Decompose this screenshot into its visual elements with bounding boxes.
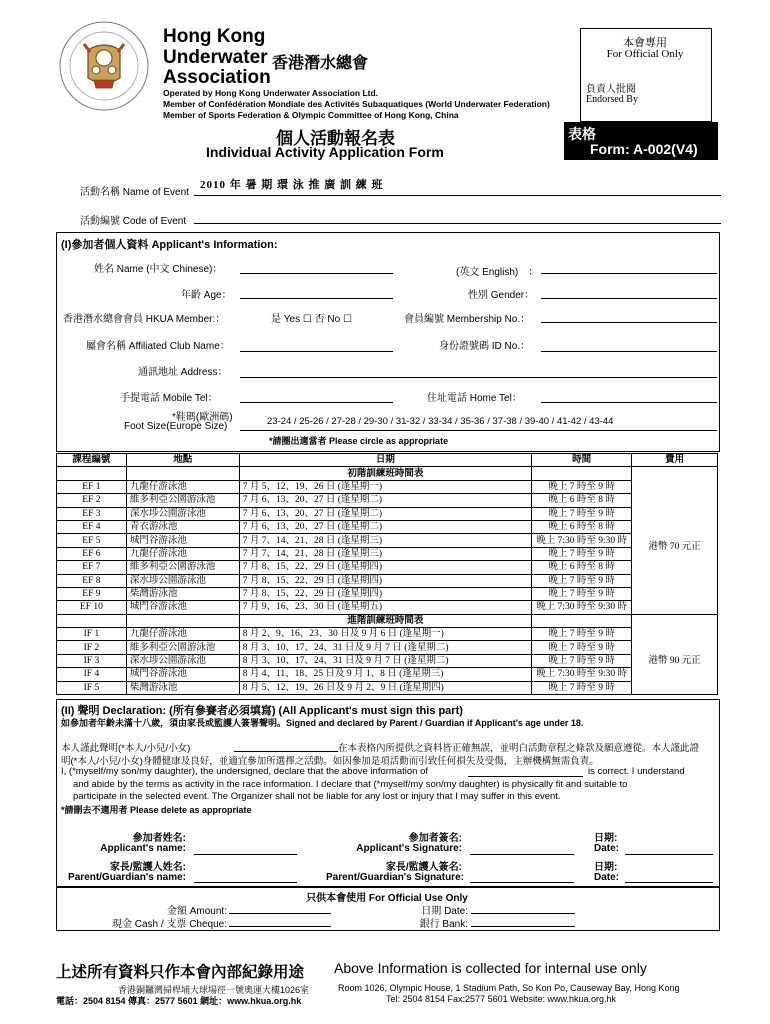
course-code: EF 5 — [57, 534, 127, 547]
time: 晚上 6 時至 8 時 — [532, 520, 632, 533]
venue: 柴灣游泳池 — [126, 681, 239, 694]
decl-en-3: participate in the selected event. The Organizer shall not be liable for any lost or injury that I may suffer in this event. — [73, 791, 561, 802]
endorsed-by-en: Endorsed By — [586, 94, 638, 105]
date: 7 月 8、15、22、29 日 (逢星期四) — [239, 561, 531, 574]
time: 晚上 7 時至 9 時 — [532, 547, 632, 560]
org-name-line2: Underwater — [163, 47, 268, 68]
basic-schedule-title-row — [57, 467, 718, 480]
venue: 城門谷游泳池 — [126, 601, 239, 614]
venue: 城門谷游泳池 — [126, 668, 239, 681]
course-code: EF 6 — [57, 547, 127, 560]
fee: 港幣 90 元正 — [632, 628, 718, 695]
name-cn-field[interactable] — [240, 273, 393, 274]
venue: 城門谷游泳池 — [126, 534, 239, 547]
age-field[interactable] — [240, 298, 393, 299]
venue: 維多利亞公園游泳池 — [126, 494, 239, 507]
foot-size-line — [240, 430, 717, 431]
course-code: EF 3 — [57, 507, 127, 520]
fee: 港幣 70 元正 — [632, 480, 718, 614]
course-code: IF 5 — [57, 681, 127, 694]
date: 7 月 6、13、20、27 日 (逢星期二) — [239, 520, 531, 533]
date: 7 月 5、12、19、26 日 (逢星期一) — [239, 480, 531, 493]
applicant-date-en: Date: — [594, 843, 620, 854]
basic-schedule-title: 初階訓練班時間表 — [239, 467, 531, 480]
membership-no-field[interactable] — [541, 322, 717, 323]
footer-contact-zh: 電話：2504 8154 傳真：2577 5601 網址：www.hkua.org.hk — [56, 996, 302, 1006]
time: 晚上 6 時至 8 時 — [532, 494, 632, 507]
date: 7 月 6、13、20、27 日 (逢星期二) — [239, 494, 531, 507]
official-only-title-zh: 本會專用 — [623, 37, 667, 49]
official-only-title-en: For Official Only — [606, 48, 684, 60]
name-en-field[interactable] — [541, 273, 717, 274]
footer-notice-zh: 上述所有資料只作本會內部紀錄用途 — [56, 964, 305, 981]
org-name-line1: Hong Kong — [163, 26, 266, 47]
venue: 九龍仔游泳池 — [126, 628, 239, 641]
foot-size-label-zh: *鞋碼(歐洲碼) — [172, 412, 233, 423]
course-code: IF 4 — [57, 668, 127, 681]
course-code: IF 1 — [57, 628, 127, 641]
foot-size-options[interactable]: 23-24 / 25-26 / 27-28 / 29-30 / 31-32 / 33-34 / 35-36 / 37-38 / 39-40 / 41-42 / 43-44 — [267, 416, 614, 427]
course-code: IF 2 — [57, 641, 127, 654]
schedule-row — [57, 534, 718, 547]
circle-note: *請圈出適當者 Please circle as appropriate — [269, 436, 449, 446]
decl-zh-1: 本人謹此聲明(*本人/小兒/小女) — [61, 743, 191, 754]
time: 晚上 7:30 時至 9:30 時 — [532, 601, 632, 614]
advanced-schedule-title-row — [57, 614, 718, 627]
venue: 維多利亞公園游泳池 — [126, 561, 239, 574]
applicant-date-field[interactable] — [625, 854, 713, 855]
applicant-name-zh: 參加者姓名: — [132, 833, 186, 844]
guardian-date-field[interactable] — [625, 882, 713, 883]
time: 晚上 7:30 時至 9:30 時 — [532, 534, 632, 547]
date: 7 月 8、15、22、29 日 (逢星期四) — [239, 574, 531, 587]
guardian-name-zh: 家長/監護人姓名: — [109, 862, 186, 873]
decl-en-2: and abide by the terms as activity in the race information. I declare that (*myself/my son/my daughter) is physically fit and suitable to — [73, 779, 628, 790]
declaration-heading: (II) 聲明 Declaration: (所有參賽者必須填寫) (All Applicant's must sign this part) — [61, 705, 463, 717]
applicant-date-zh: 日期: — [594, 833, 618, 844]
course-code: EF 1 — [57, 480, 127, 493]
schedule-row — [57, 601, 718, 614]
venue: 九龍仔游泳池 — [126, 480, 239, 493]
address-field[interactable] — [240, 377, 717, 378]
date: 8 月 2、9、16、23、30 日及 9 月 6 日 (逢星期一) — [239, 628, 531, 641]
endorsed-by-zh: 負責人批閱 — [586, 84, 636, 95]
course-code: EF 4 — [57, 520, 127, 533]
venue: 青衣游泳池 — [126, 520, 239, 533]
form-title-en: Individual Activity Application Form — [206, 144, 444, 160]
decl-en-1b: is correct. I understand — [588, 766, 685, 777]
official-use-title: 只供本會使用 For Official Use Only — [306, 893, 468, 904]
venue: 九龍仔游泳池 — [126, 547, 239, 560]
hkua-logo — [54, 14, 154, 114]
applicant-name-en: Applicant's name: — [100, 843, 186, 854]
footer-address-en: Room 1026, Olympic House, 1 Stadium Path, So Kon Po, Causeway Bay, Hong Kong — [338, 983, 680, 993]
mobile-label: 手提電話 Mobile Tel： — [120, 393, 218, 404]
schedule-row — [57, 520, 718, 533]
event-name-label: 活動名稱 Name of Event — [80, 187, 189, 198]
form-code-en: Form: A-002(V4) — [590, 141, 698, 157]
guardian-name-field[interactable] — [194, 882, 297, 883]
col-venue-header: 地點 — [126, 454, 239, 467]
schedule-row — [57, 654, 718, 667]
id-no-field[interactable] — [541, 351, 717, 352]
col-code-header: 課程編號 — [57, 454, 127, 467]
amount-label: 金額 Amount: — [166, 906, 227, 917]
course-code: EF 7 — [57, 561, 127, 574]
guardian-date-zh: 日期: — [594, 862, 618, 873]
schedule-row — [57, 641, 718, 654]
date: 8 月 5、12、19、26 日及 9 月 2、9 日 (逢星期四) — [239, 681, 531, 694]
event-name-line[interactable] — [194, 195, 721, 196]
membership-no-label: 會員編號 Membership No.： — [404, 314, 531, 325]
decl-en-1: I, (*myself/my son/my daughter), the undersigned, declare that the above information of — [61, 766, 428, 777]
applicant-sig-field[interactable] — [470, 854, 574, 855]
footer-address-zh: 香港銅鑼灣掃桿埔大球場徑一號奧運大樓1026室 — [118, 985, 310, 995]
time: 晚上 7 時至 9 時 — [532, 507, 632, 520]
applicant-sig-en: Applicant's Signature: — [356, 843, 462, 854]
schedule-header-row — [57, 454, 718, 467]
course-code: EF 10 — [57, 601, 127, 614]
foot-size-label-en: Foot Size(Europe Size) — [124, 421, 228, 432]
date: 7 月 8、15、22、29 日 (逢星期四) — [239, 587, 531, 600]
delete-note: *請刪去不適用者 Please delete as appropriate — [61, 805, 252, 815]
advanced-schedule-title: 進階訓練班時間表 — [239, 614, 531, 627]
col-date-header: 日期 — [239, 454, 531, 467]
venue: 維多利亞公園游泳池 — [126, 641, 239, 654]
date: 7 月 6、13、20、27 日 (逢星期二) — [239, 507, 531, 520]
time: 晚上 7 時至 9 時 — [532, 587, 632, 600]
date: 7 月 7、14、21、28 日 (逢星期三) — [239, 534, 531, 547]
schedule-table — [56, 453, 718, 695]
schedule-row — [57, 681, 718, 694]
age-label: 年齡 Age： — [181, 290, 232, 301]
decl-en-name-field[interactable] — [468, 776, 583, 777]
guardian-sig-en: Parent/Guardian's Signature: — [326, 872, 464, 883]
id-no-label: 身份證號碼 ID No.： — [439, 341, 531, 352]
hkua-logo-icon — [54, 14, 154, 114]
org-member-cmas: Member of Confédération Mondiale des Activités Subaquatiques (World Underwater Federation) — [163, 99, 550, 109]
applicant-heading: (I)參加者個人資料 Applicant's Information: — [61, 239, 278, 251]
event-name-value: 2010 年 暑 期 環 泳 推 廣 訓 練 班 — [200, 179, 384, 191]
amount-field[interactable] — [229, 913, 331, 914]
form-title-zh: 個人活動報名表 — [276, 129, 395, 148]
time: 晚上 7:30 時至 9:30 時 — [532, 668, 632, 681]
schedule-row — [57, 587, 718, 600]
footer-notice-en: Above Information is collected for internal use only — [334, 960, 647, 976]
venue: 深水埗公園游泳池 — [126, 654, 239, 667]
footer-contact-en: Tel: 2504 8154 Fax:2577 5601 Website: www.hkua.org.hk — [386, 994, 616, 1004]
schedule-row — [57, 668, 718, 681]
official-date-field[interactable] — [471, 913, 575, 914]
schedule-row — [57, 561, 718, 574]
hkua-member-label: 香港潛水總會會員 HKUA Member:： — [63, 314, 226, 325]
home-tel-label: 住址電話 Home Tel： — [427, 393, 522, 404]
schedule-row — [57, 494, 718, 507]
time: 晚上 7 時至 9 時 — [532, 654, 632, 667]
decl-zh-2: 在本表格內所提供之資料皆正確無誤，並明白活動章程之條款及願意遵從。本人謹此證 — [338, 743, 700, 754]
venue: 深水埗公園游泳池 — [126, 574, 239, 587]
venue: 深水埗公園游泳池 — [126, 507, 239, 520]
club-field[interactable] — [240, 351, 393, 352]
home-tel-field[interactable] — [541, 402, 717, 403]
cash-cheque-field[interactable] — [229, 926, 331, 927]
event-code-line[interactable] — [194, 223, 721, 224]
official-date-label: 日期 Date: — [421, 906, 468, 917]
course-code: EF 2 — [57, 494, 127, 507]
cash-cheque-label: 現金 Cash / 支票 Cheque: — [111, 919, 227, 930]
member-yes-no[interactable]: 是 Yes ☐ 否 No ☐ — [271, 314, 352, 325]
venue: 柴灣游泳池 — [126, 587, 239, 600]
schedule-row — [57, 480, 718, 493]
time: 晚上 7 時至 9 時 — [532, 681, 632, 694]
col-time-header: 時間 — [532, 454, 632, 467]
date: 7 月 7、14、21、28 日 (逢星期三) — [239, 547, 531, 560]
form-code-zh: 表格 — [568, 126, 596, 142]
org-operated-by: Operated by Hong Kong Underwater Association Ltd. — [163, 88, 379, 98]
applicant-sig-zh: 參加者簽名: — [408, 833, 462, 844]
club-label: 屬會名稱 Affiliated Club Name： — [86, 341, 230, 352]
course-code: EF 9 — [57, 587, 127, 600]
time: 晚上 6 時至 8 時 — [532, 561, 632, 574]
gender-field[interactable] — [541, 298, 717, 299]
time: 晚上 7 時至 9 時 — [532, 480, 632, 493]
schedule-row — [57, 628, 718, 641]
date: 8 月 3、10、17、24、31 日及 9 月 7 日 (逢星期二) — [239, 654, 531, 667]
date: 7 月 9、16、23、30 日 (逢星期五) — [239, 601, 531, 614]
guardian-sig-field[interactable] — [470, 882, 574, 883]
schedule-row — [57, 547, 718, 560]
name-en-label: (英文 English) ： — [456, 267, 539, 278]
date: 8 月 3、10、17、24、31 日及 9 月 7 日 (逢星期二) — [239, 641, 531, 654]
schedule-row — [57, 507, 718, 520]
time: 晚上 7 時至 9 時 — [532, 628, 632, 641]
mobile-field[interactable] — [240, 402, 393, 403]
address-label: 通訊地址 Address： — [138, 367, 228, 378]
guardian-name-en: Parent/Guardian's name: — [68, 872, 186, 883]
decl-zh-3: 明(*本人/小兒/小女)身體健康及良好，並適宜參加所選擇之活動。如因參加是項活動而引致任何損失及受傷，主辦機構無需負責。 — [61, 756, 599, 767]
gender-label: 性別 Gender： — [468, 290, 535, 301]
time: 晚上 7 時至 9 時 — [532, 574, 632, 587]
org-name-zh: 香港潛水總會 — [272, 55, 369, 72]
bank-field[interactable] — [471, 926, 575, 927]
col-fee-header: 費用 — [632, 454, 718, 467]
guardian-note: 如參加者年齡未滿十八歲，須由家長或監護人簽署聲明。Signed and declared by Parent / Guardian if Applicant's age under 18. — [61, 718, 584, 728]
event-code-label: 活動編號 Code of Event — [80, 216, 187, 227]
guardian-date-en: Date: — [594, 872, 620, 883]
applicant-name-field[interactable] — [194, 854, 297, 855]
name-cn-label: 姓名 Name (中文 Chinese)： — [94, 264, 223, 275]
time: 晚上 7 時至 9 時 — [532, 641, 632, 654]
bank-label: 銀行 Bank: — [419, 919, 468, 930]
course-code: EF 8 — [57, 574, 127, 587]
guardian-sig-zh: 家長/監護人簽名: — [385, 862, 462, 873]
date: 8 月 4、11、18、25 日及 9 月 1、8 日 (逢星期三) — [239, 668, 531, 681]
org-name-line3: Association — [163, 67, 271, 88]
decl-zh-name-field[interactable] — [234, 751, 338, 752]
org-member-sfoc: Member of Sports Federation & Olympic Committee of Hong Kong, China — [163, 110, 459, 120]
schedule-row — [57, 574, 718, 587]
course-code: IF 3 — [57, 654, 127, 667]
